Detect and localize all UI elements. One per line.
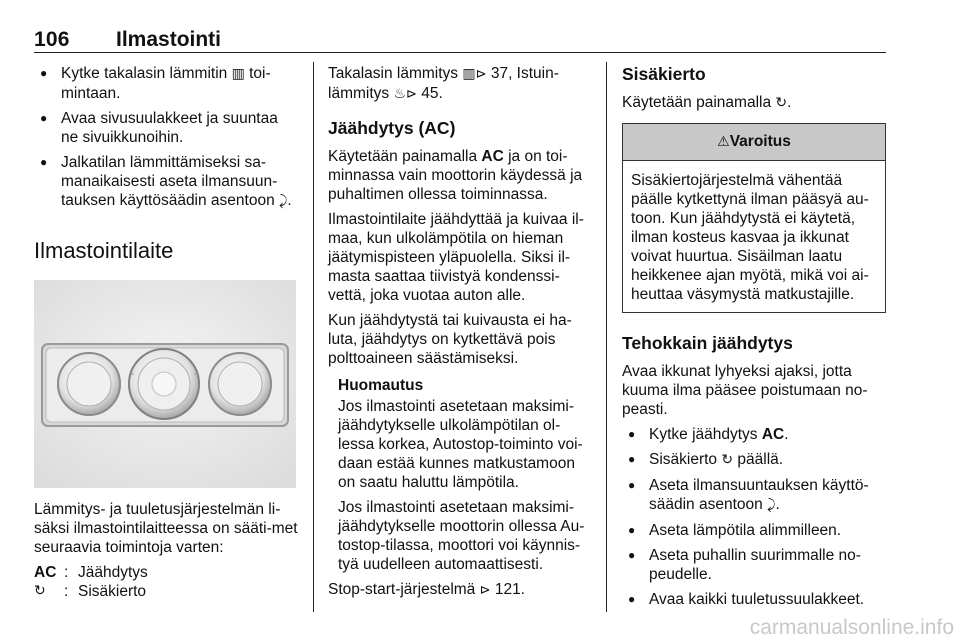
- list-item: ● Avaa sivusuulakkeet ja suuntaa ne sivuikkunoihin.: [34, 109, 298, 147]
- list-item: ● Aseta ilmansuuntauksen käyttö-säädin asentoon ⤸.: [622, 476, 886, 515]
- column-divider: [313, 62, 314, 612]
- watermark: carmanualsonline.info: [749, 616, 954, 639]
- list-item: ↻ : Sisäkierto: [34, 583, 147, 600]
- page-reference-icon: ⊳: [406, 87, 417, 102]
- list-item: ● Kytke jäähdytys AC.: [622, 425, 886, 444]
- page-reference-icon: ⊳: [479, 583, 491, 598]
- paragraph: Jos ilmastointi asetetaan maksimi-jäähdytykselle ulkolämpötilan ol-lessa korkea, Autostop-toiminto voi-daan estää kunnes matkustamoon on saatu haluttu lämpötila.: [338, 398, 583, 491]
- paragraph: Lämmitys- ja tuuletusjärjestelmän li-säksi ilmastointilaitteessa on sääti-met seuraavia toimintoja varten:: [34, 501, 298, 556]
- list-item: ● Sisäkierto ↻ päällä.: [622, 450, 886, 470]
- rear-window-heating-icon: ▥: [231, 66, 245, 82]
- paragraph: Jos ilmastointi asetetaan maksimi-jäähdytykselle moottorin ollessa Au-tostop-tilassa, moottori voi käynnis-tyä uudelleen automaattisesti.: [338, 499, 585, 573]
- list-item: ● Aseta puhallin suurimmalle no-peudelle.: [622, 546, 886, 584]
- paragraph: Stop-start-järjestelmä ⊳ 121.: [328, 581, 525, 598]
- warning-header: [623, 124, 885, 161]
- section-heading: Jäähdytys (AC): [328, 118, 456, 138]
- definition-list: [34, 563, 298, 601]
- paragraph: Käytetään painamalla AC ja on toi-minnassa vain moottorin käydessä ja puhaltimen ollessa toiminnassa.: [328, 148, 583, 203]
- column-3: [622, 64, 886, 615]
- section-heading: Ilmastointilaite: [34, 238, 174, 263]
- page-number: 106: [34, 28, 70, 51]
- list-item: ● Kytke takalasin lämmitin ▥ toi-mintaan.: [34, 64, 298, 103]
- paragraph: Takalasin lämmitys ▥⊳ 37, Istuin-lämmitys ♨⊳ 45.: [328, 65, 559, 102]
- air-distribution-icon: ⤸: [279, 193, 288, 209]
- climate-control-panel-image: [34, 280, 296, 488]
- warning-box: [622, 123, 886, 313]
- page-reference-icon: ⊳: [475, 67, 487, 82]
- warning-text: Sisäkiertojärjestelmä vähentää päälle kytkettynä ilman pääsyä au-toon. Kun jäähdytystä ei käytetä, ilman kosteus kasvaa ja ikkunat voivat huurtua. Sisäilman laatu heikkenee ajan myötä, mikä voi ai-heuttaa väsymystä matkustajille.: [631, 172, 869, 303]
- column-1: [34, 64, 298, 601]
- warning-title: Varoitus: [729, 133, 791, 150]
- note-title: Huomautus: [338, 377, 424, 394]
- column-divider: [606, 62, 607, 612]
- seat-heating-icon: ♨: [393, 86, 407, 102]
- page-header: [34, 28, 886, 53]
- section-heading: Tehokkain jäähdytys: [622, 333, 793, 353]
- rear-window-heating-icon: ▥: [462, 66, 476, 82]
- paragraph: Käytetään painamalla ↻.: [622, 94, 792, 111]
- section-heading: Sisäkierto: [622, 64, 706, 84]
- list-item: ● Avaa kaikki tuuletussuulakkeet.: [622, 590, 886, 609]
- paragraph: Ilmastointilaite jäähdyttää ja kuivaa il-maa, kun ulkolämpötila on hieman jäätymispisteen yläpuolella. Siksi il-masta saattaa tiivistyä kondenssi-vettä, joka vuotaa auton alle.: [328, 211, 584, 304]
- list-item: AC : Jäähdytys: [34, 564, 148, 581]
- column-2: [328, 64, 592, 606]
- paragraph: Kun jäähdytystä tai kuivausta ei ha-luta, jäähdytys on kytkettävä pois polttoaineen säästämiseksi.: [328, 312, 572, 367]
- recirculation-icon: ↻: [34, 583, 46, 599]
- list-item: ● Aseta lämpötila alimmilleen.: [622, 521, 886, 540]
- page-title: Ilmastointi: [116, 28, 222, 51]
- warning-icon: ⚠: [717, 134, 730, 150]
- air-distribution-icon: ⤸: [767, 497, 776, 513]
- paragraph: Avaa ikkunat lyhyeksi ajaksi, jotta kuuma ilma pääsee poistumaan no-peasti.: [622, 363, 868, 418]
- list-item: ● Jalkatilan lämmittämiseksi sa-manaikaisesti aseta ilmansuun-tauksen käyttösäädin asentoon ⤸.: [34, 153, 298, 211]
- recirculation-icon: ↻: [775, 95, 788, 111]
- recirculation-icon: ↻: [721, 452, 734, 468]
- note-box: [328, 376, 592, 574]
